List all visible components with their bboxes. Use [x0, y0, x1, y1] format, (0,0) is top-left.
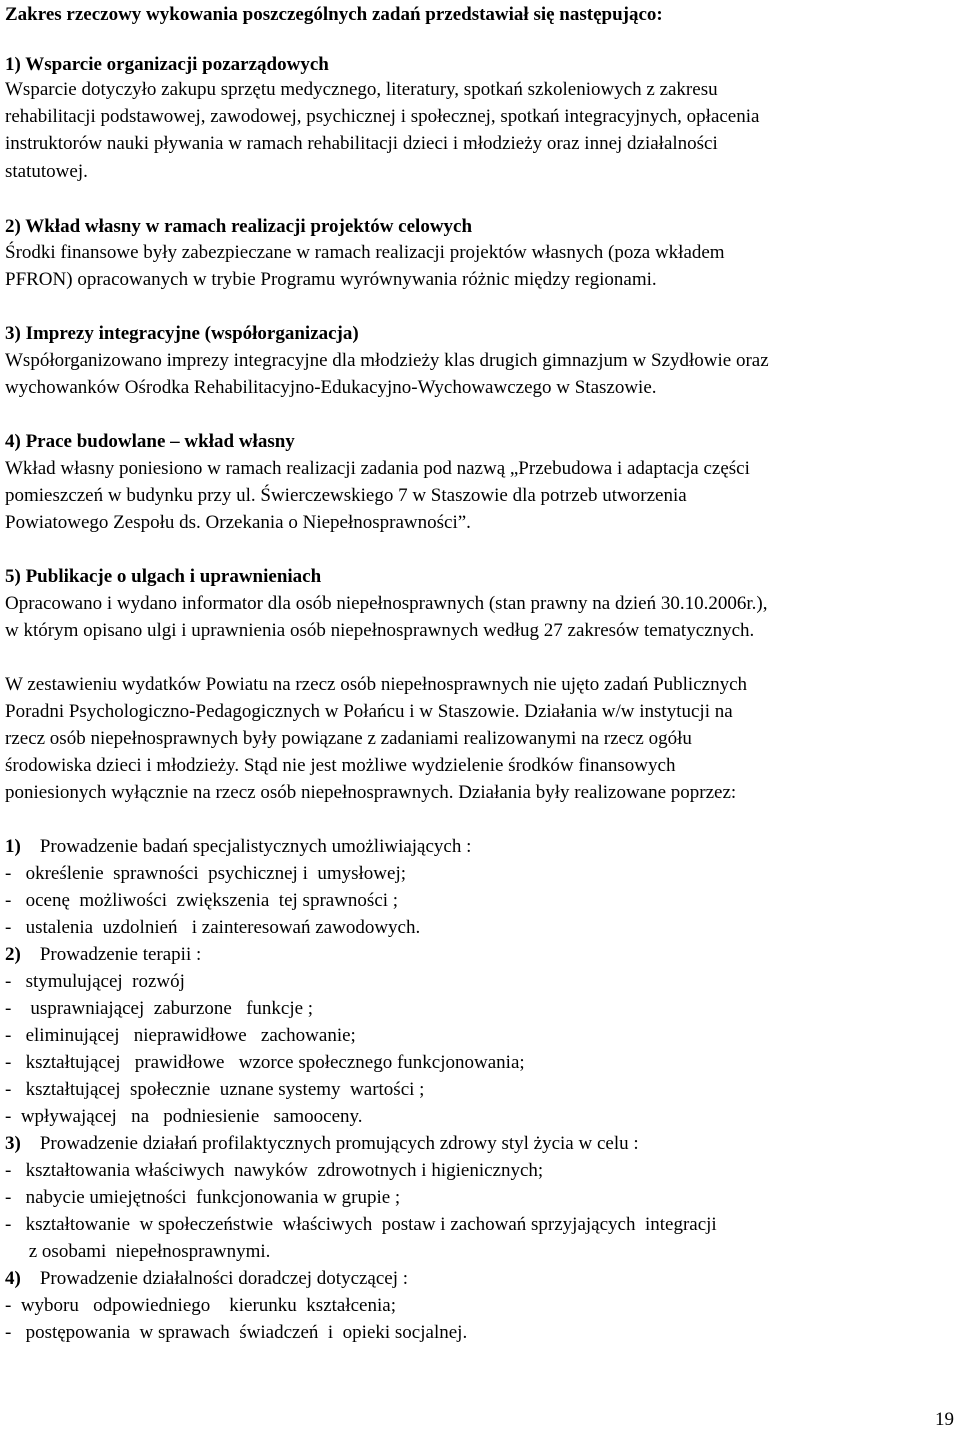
section-1-line: instruktorów nauki pływania w ramach rehabilitacji dzieci i młodzieży oraz innej działalności: [5, 133, 718, 154]
section-4-line: Powiatowego Zespołu ds. Orzekania o Niepełnosprawności”.: [5, 512, 471, 533]
summary-line: rzecz osób niepełnosprawnych były powiązane z zadaniami realizowanymi na rzecz ogółu: [5, 728, 692, 749]
activity-2-header: [5, 943, 201, 967]
section-2-title: 2) Wkład własny w ramach realizacji projektów celowych: [5, 216, 473, 237]
activity-number: 4): [5, 1268, 21, 1289]
activity-item: - kształtowanie w społeczeństwie właściwych postaw i zachowań sprzyjających integracji: [5, 1214, 717, 1235]
activity-3-header: [5, 1132, 639, 1156]
activity-item: - kształtującej społecznie uznane systemy wartości ;: [5, 1079, 425, 1100]
summary-line: poniesionych wyłącznie na rzecz osób niepełnosprawnych. Działania były realizowane poprzez:: [5, 782, 737, 803]
section-2-line: Środki finansowe były zabezpieczane w ramach realizacji projektów własnych (poza wkładem: [5, 242, 725, 263]
activity-text: Prowadzenie badań specjalistycznych umożliwiających :: [39, 836, 472, 857]
section-1-line: statutowej.: [5, 161, 88, 182]
section-3-line: Współorganizowano imprezy integracyjne dla młodzieży klas drugich gimnazjum w Szydłowie oraz: [5, 350, 769, 371]
section-1-title: 1) Wsparcie organizacji pozarządowych: [5, 54, 329, 75]
activity-item: - usprawniającej zaburzone funkcje ;: [5, 998, 314, 1019]
section-1-line: Wsparcie dotyczyło zakupu sprzętu medycznego, literatury, spotkań szkoleniowych z zakresu: [5, 79, 718, 100]
page-heading: Zakres rzeczowy wykowania poszczególnych zadań przedstawiał się następująco:: [5, 4, 663, 25]
section-4-title: 4) Prace budowlane – wkład własny: [5, 431, 295, 452]
section-1-line: rehabilitacji podstawowej, zawodowej, psychicznej i społecznej, spotkań integracyjnych, opłacenia: [5, 106, 760, 127]
activity-number: 3): [5, 1133, 21, 1154]
activity-item: - ocenę możliwości zwiększenia tej sprawności ;: [5, 890, 399, 911]
activity-text: Prowadzenie działalności doradczej dotyczącej :: [39, 1268, 409, 1289]
activity-item: z osobami niepełnosprawnymi.: [5, 1241, 271, 1262]
section-5-line: Opracowano i wydano informator dla osób niepełnosprawnych (stan prawny na dzień 30.10.2006r.),: [5, 593, 768, 614]
activity-number: 2): [5, 944, 21, 965]
section-4-line: pomieszczeń w budynku przy ul. Świerczewskiego 7 w Staszowie dla potrzeb utworzenia: [5, 485, 687, 506]
activity-item: - wyboru odpowiedniego kierunku kształcenia;: [5, 1295, 396, 1316]
section-3-title: 3) Imprezy integracyjne (współorganizacja): [5, 323, 359, 344]
activity-1-header: [5, 835, 471, 859]
activity-item: - postępowania w sprawach świadczeń i opieki socjalnej.: [5, 1322, 468, 1343]
activity-item: - nabycie umiejętności funkcjonowania w grupie ;: [5, 1187, 401, 1208]
activity-item: - eliminującej nieprawidłowe zachowanie;: [5, 1025, 356, 1046]
section-5-title: 5) Publikacje o ulgach i uprawnieniach: [5, 566, 322, 587]
section-2-line: PFRON) opracowanych w trybie Programu wyrównywania różnic między regionami.: [5, 269, 657, 290]
summary-line: Poradni Psychologiczno-Pedagogicznych w Połańcu i w Staszowie. Działania w/w instytucji na: [5, 701, 733, 722]
summary-line: środowiska dzieci i młodzieży. Stąd nie jest możliwe wydzielenie środków finansowych: [5, 755, 676, 776]
activity-text: Prowadzenie działań profilaktycznych promujących zdrowy styl życia w celu :: [39, 1133, 639, 1154]
activity-item: - ustalenia uzdolnień i zainteresowań zawodowych.: [5, 917, 421, 938]
activity-number: 1): [5, 836, 21, 857]
activity-item: - wpływającej na podniesienie samooceny.: [5, 1106, 363, 1127]
section-5-line: w którym opisano ulgi i uprawnienia osób niepełnosprawnych według 27 zakresów tematycznych.: [5, 620, 755, 641]
section-3-line: wychowanków Ośrodka Rehabilitacyjno-Edukacyjno-Wychowawczego w Staszowie.: [5, 377, 657, 398]
activity-item: - określenie sprawności psychicznej i umysłowej;: [5, 863, 407, 884]
summary-line: W zestawieniu wydatków Powiatu na rzecz osób niepełnosprawnych nie ujęto zadań Publicznych: [5, 674, 748, 695]
activity-item: - kształtującej prawidłowe wzorce społecznego funkcjonowania;: [5, 1052, 525, 1073]
activity-4-header: [5, 1267, 408, 1291]
activity-text: Prowadzenie terapii :: [39, 944, 202, 965]
section-4-line: Wkład własny poniesiono w ramach realizacji zadania pod nazwą „Przebudowa i adaptacja części: [5, 458, 750, 479]
activity-item: - stymulującej rozwój: [5, 971, 185, 992]
page-number: 19: [935, 1409, 954, 1430]
activity-item: - kształtowania właściwych nawyków zdrowotnych i higienicznych;: [5, 1160, 544, 1181]
